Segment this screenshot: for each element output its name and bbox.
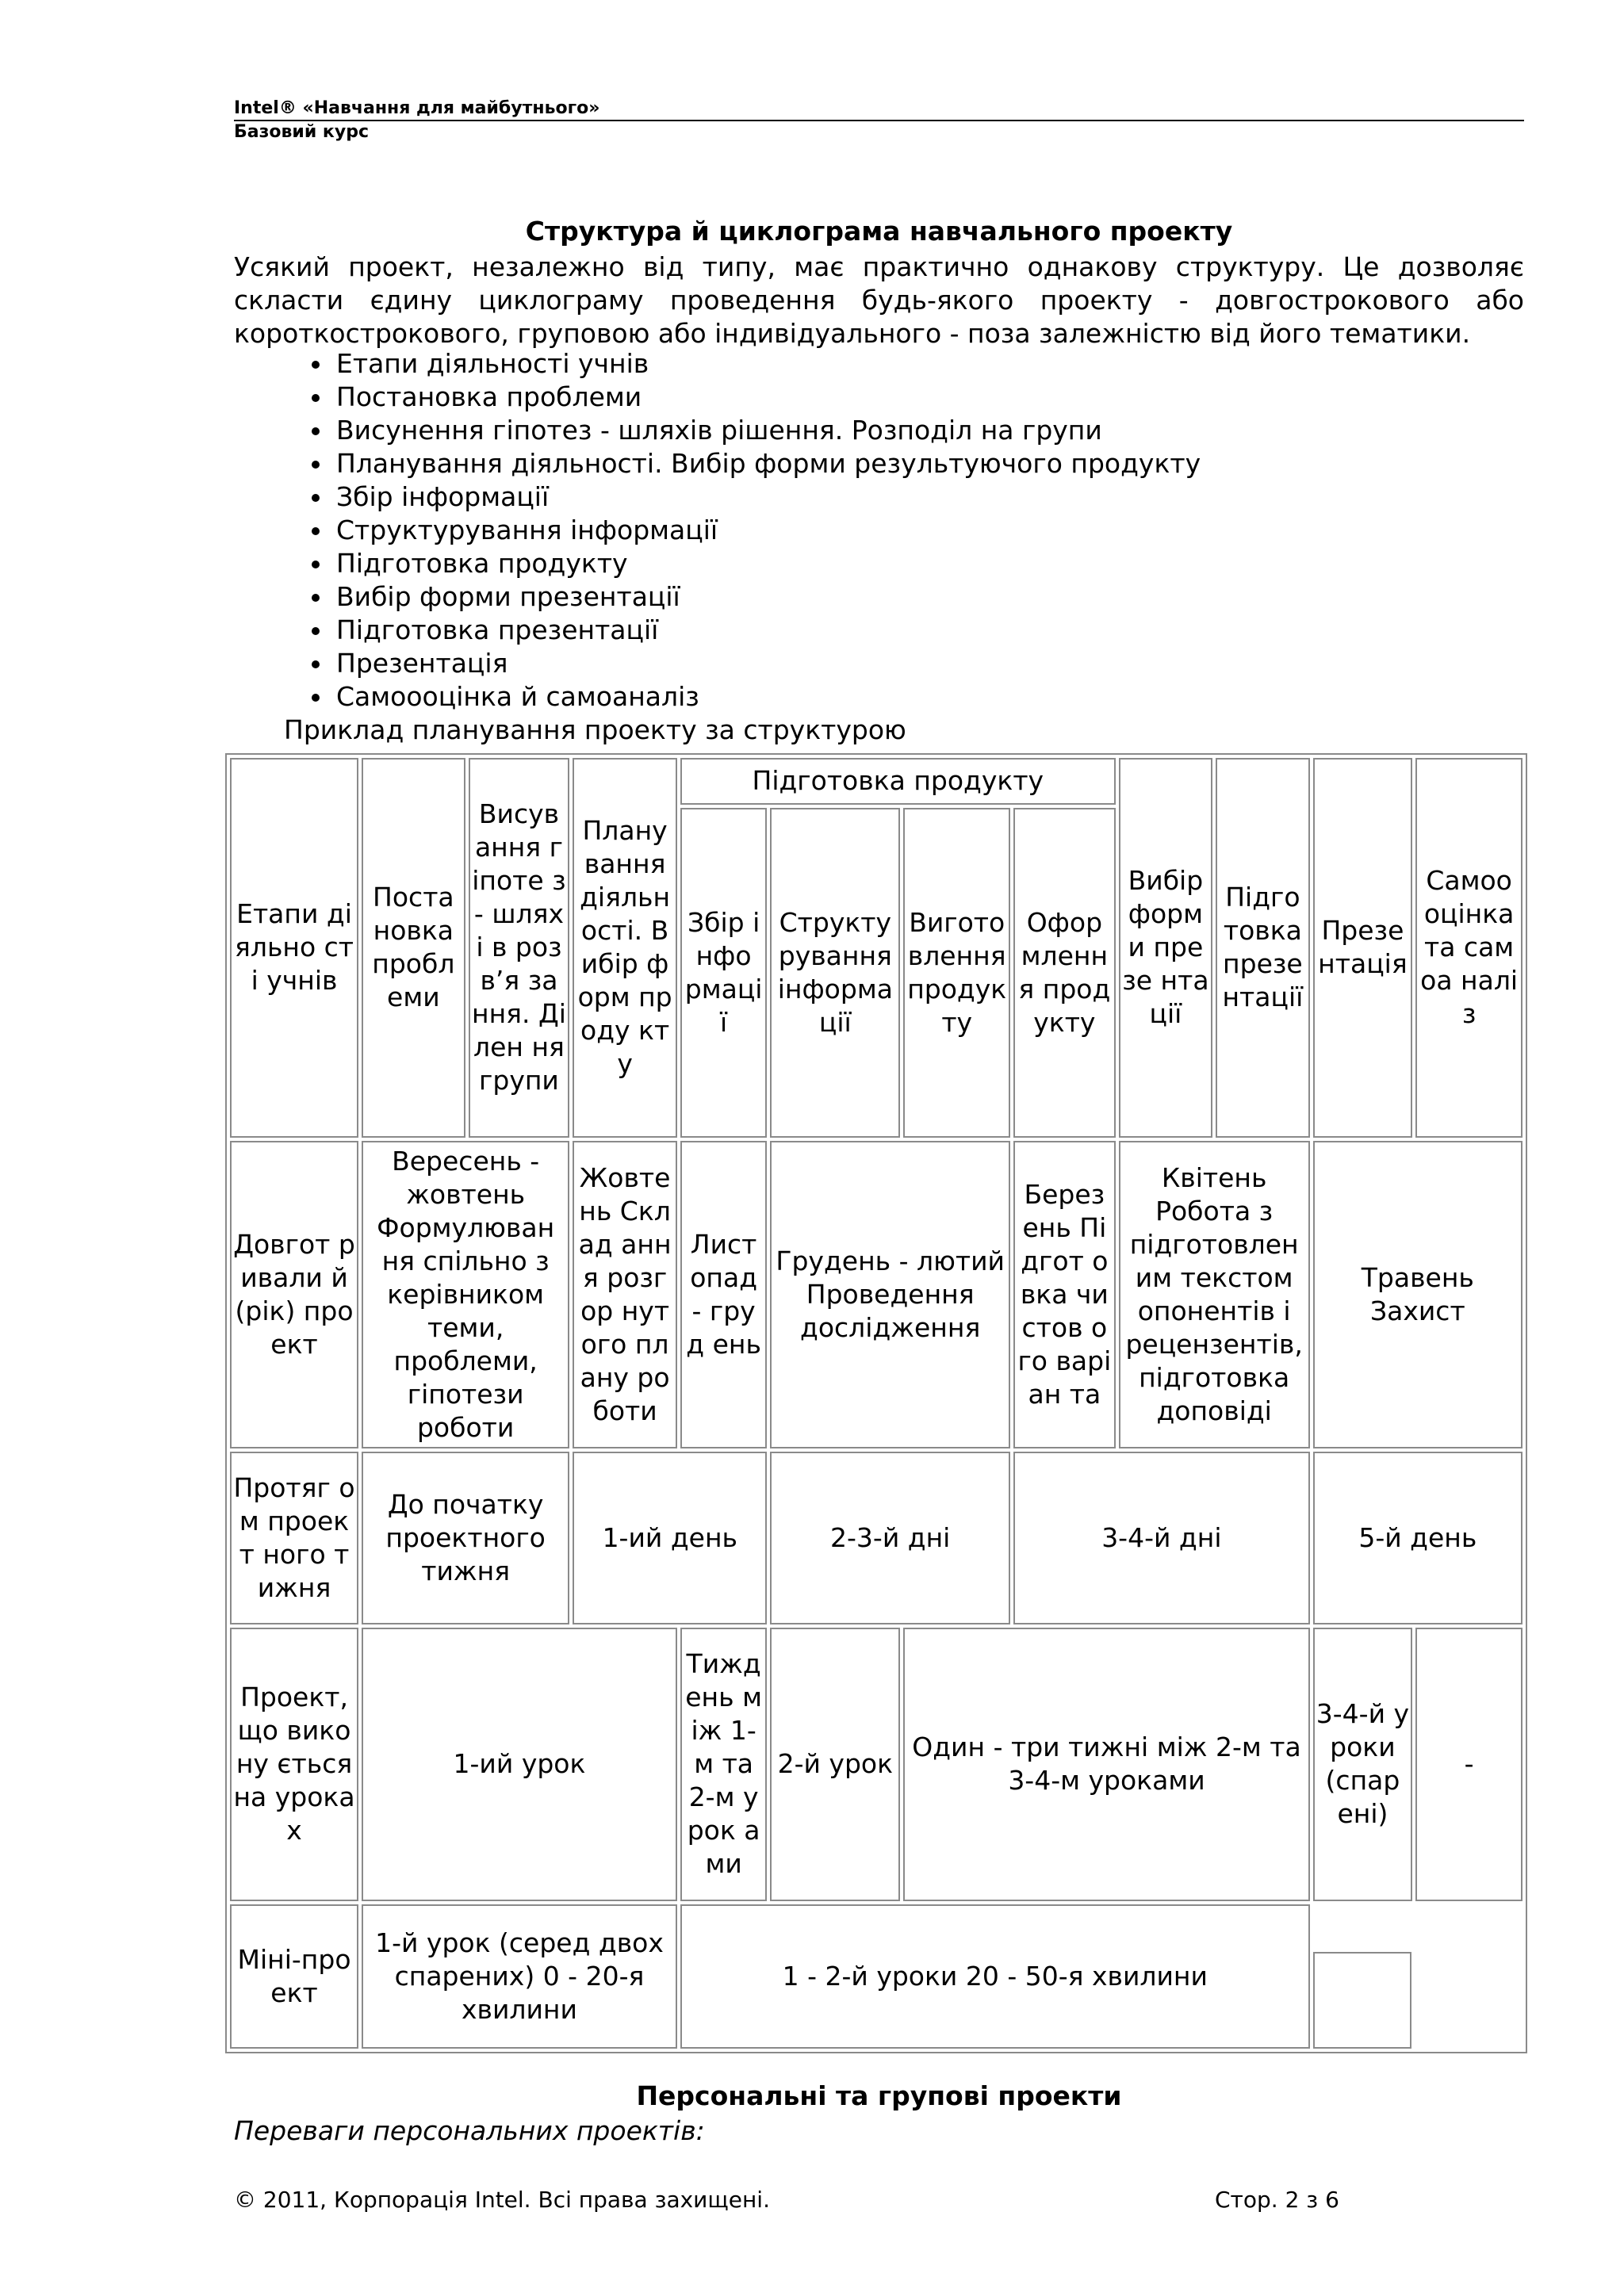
list-item: • Вибір форми презентації [333,580,1201,614]
list-item: • Постановка проблеми [333,381,1201,414]
table-cell: Лист опад - груд ень [680,1141,767,1448]
row-label-mini-project: Міні-проект [230,1904,358,2049]
table-cell: Один - три тижні між 2-м та 3-4-м уроками [903,1628,1309,1901]
table-cell: 1-й урок (серед двох спарених) 0 - 20-я хвилини [362,1904,677,2049]
list-item: • Висунення гіпотез - шляхів рішення. Розподіл на групи [333,414,1201,447]
table-cell: До початку проектного тижня [362,1452,569,1624]
table-cell: Травень Захист [1313,1141,1522,1448]
header-cell-product-preparation: Підготовка продукту [680,758,1116,805]
header-course-title: Intel® «Навчання для майбутнього» [234,98,600,118]
table-cell: Вересень - жовтень Формулюван ня спільно з керівником теми, проблеми, гіпотези роботи [362,1141,569,1448]
stages-list [234,347,1201,714]
header-cell-info-collection: Збір інфо рмаці ї [680,808,767,1138]
project-plan-table [225,753,1527,2053]
section-title: Структура й циклограма навчального проекту [525,216,1233,247]
header-cell-hypotheses: Висув ання гіпоте з - шляхі в розв’я зання. Ділен ня групи [469,758,570,1138]
header-cell-planning: Плану вання діяльн ості. Вибір форм проду кту [573,758,677,1138]
header-rule [234,120,1524,121]
header-cell-stages: Етапи діяльно сті учнів [230,758,358,1138]
header-cell-info-structuring: Структу рування інформа ції [770,808,900,1138]
list-item: • Підготовка презентації [333,614,1201,647]
list-item: • Структурування інформації [333,514,1201,547]
table-cell: 3-4-й дні [1013,1452,1310,1624]
list-item: • Презентація [333,647,1201,680]
table-cell: 1 - 2-й уроки 20 - 50-я хвилини [680,1904,1310,2049]
empty-cell [1313,1904,1522,2049]
example-caption: Приклад планування проекту за структурою [284,714,906,745]
list-item: • Планування діяльності. Вибір форми результуючого продукту [333,447,1201,480]
header-cell-self-assessment: Самоо оцінка та самоа наліз [1415,758,1522,1138]
header-cell-presentation-preparation: Підго товка презе нтації [1216,758,1309,1138]
table-cell: Грудень - лютий Проведення дослідження [770,1141,1010,1448]
row-label-long-term: Довгот ривали й (рік) проект [230,1141,358,1448]
table-cell: Жовте нь Склад ання розгор нутого плану роботи [573,1141,677,1448]
header-cell-presentation-form: Вибір форм и презе нтації [1119,758,1212,1138]
list-item: • Етапи діяльності учнів [333,347,1201,381]
table-cell: 1-ий день [573,1452,767,1624]
list-item: • Збір інформації [333,480,1201,514]
header-cell-problem: Поста новка пробл еми [362,758,465,1138]
header-cell-product-design: Офор млення продукту [1013,808,1116,1138]
intro-paragraph: Усякий проект, незалежно від типу, має практично однакову структуру. Це дозволяє скласти єдину циклограму проведення будь-якого проекту - довгострокового або короткострокового, груповою або індивідуального - поза залежністю від його тематики. [234,251,1524,349]
row-label-lessons: Проект, що викону ється на уроках [230,1628,358,1901]
table-cell: 2-й урок [770,1628,900,1901]
header-cell-presentation: Презе нтація [1313,758,1413,1138]
table-cell: Квітень Робота з підготовлен им текстом опонентів і рецензентів, підготовка доповіді [1119,1141,1310,1448]
table-cell: Берез ень Підгот овка чистов ого варіан та [1013,1141,1116,1448]
table-cell: 1-ий урок [362,1628,677,1901]
header-cell-product-making: Вигото влення продук ту [903,808,1010,1138]
advantages-heading: Переваги персональних проектів: [234,2115,705,2146]
list-item: • Підготовка продукту [333,547,1201,580]
table-cell: 2-3-й дні [770,1452,1010,1624]
table-cell: Тижд ень між 1-м та 2-м урок ами [680,1628,767,1901]
header-course-level: Базовий курс [234,122,369,142]
table-cell: 3-4-й уроки (спар ені) [1313,1628,1413,1901]
table-cell: - [1415,1628,1522,1901]
table-cell: 5-й день [1313,1452,1522,1624]
footer-page-number: Стор. 2 з 6 [1215,2187,1339,2213]
row-label-project-week: Протяг ом проект ного тижня [230,1452,358,1624]
section-title-personal-group: Персональні та групові проекти [636,2080,1122,2111]
footer-copyright: © 2011, Корпорація Intel. Всі права захищені. [234,2187,770,2213]
empty-inner-box [1313,1952,1411,2049]
list-item: • Самоооцінка й самоаналіз [333,680,1201,714]
